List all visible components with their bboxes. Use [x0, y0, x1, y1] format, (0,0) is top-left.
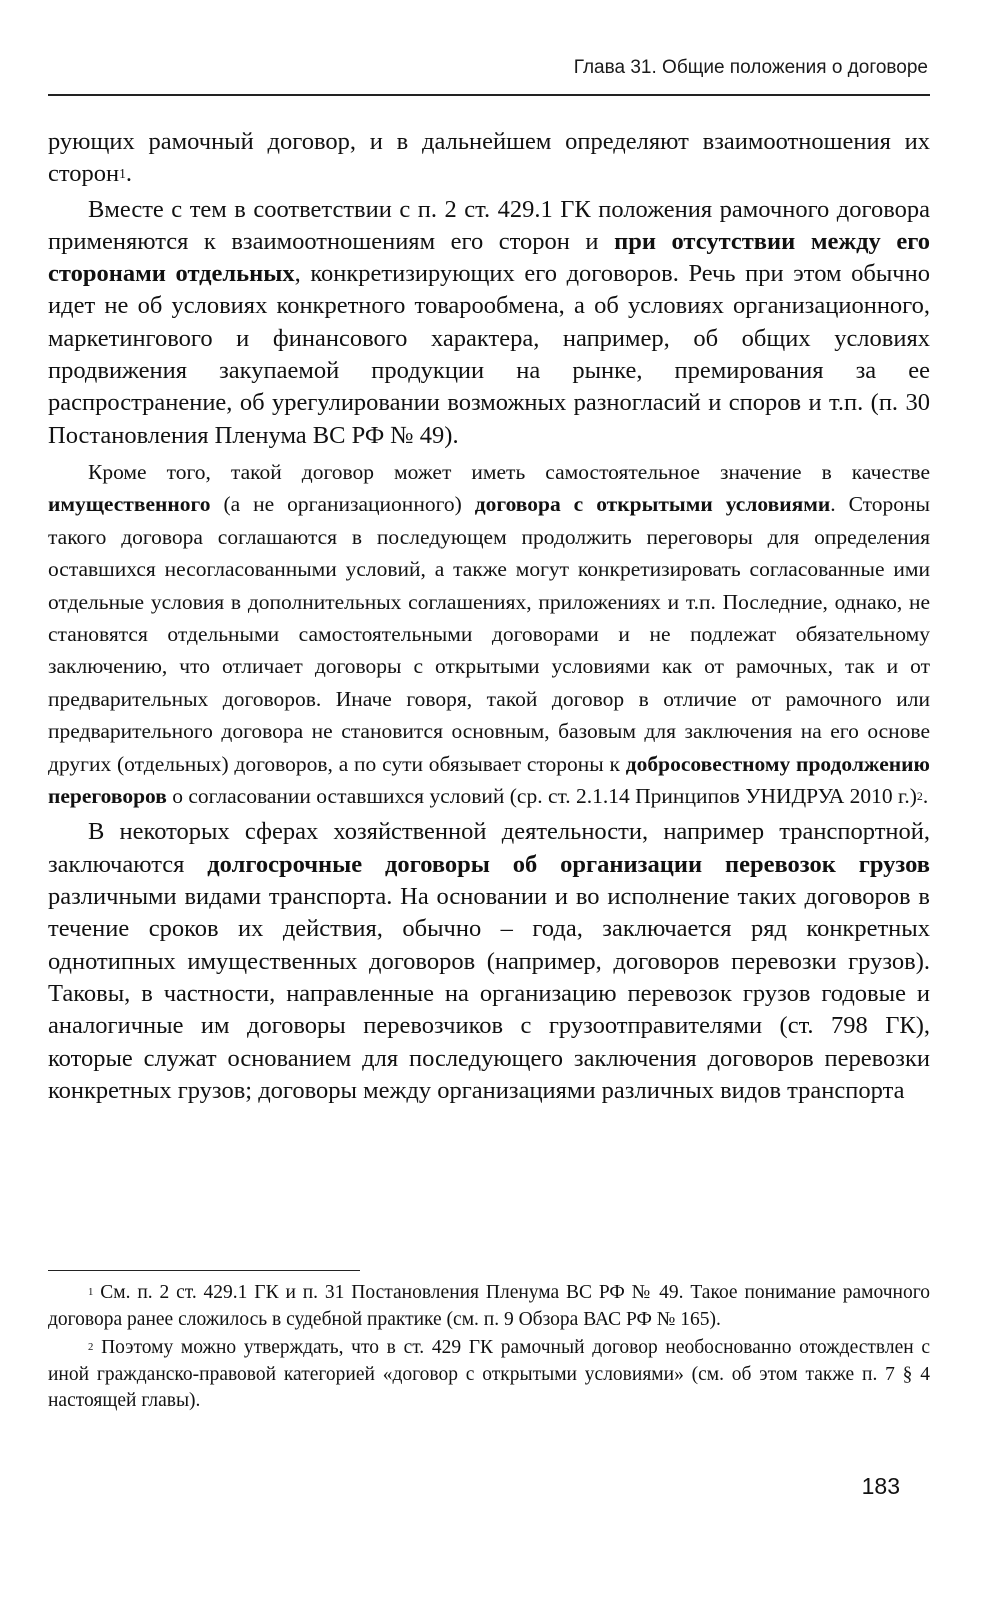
paragraph-text: В некоторых сферах хозяйственной деятельности, например транспортной, заключаются	[48, 818, 930, 878]
paragraph-text: о согласовании оставшихся условий (ср. ст. 2.1.14 Принципов УНИДРУА 2010 г.)	[166, 784, 917, 809]
paragraph-text: Кроме того, такой договор может иметь самостоятельное значение в качестве	[88, 459, 930, 484]
footnote-ref-2[interactable]: 2	[916, 789, 923, 804]
page-number: 183	[861, 1473, 900, 1499]
footnote-marker: 2	[88, 1341, 94, 1354]
paragraph-open-terms	[48, 456, 930, 812]
emphasis-text: при отсутствии между его сторонами отдельных	[48, 227, 930, 288]
paragraph-continuation	[48, 126, 930, 191]
paragraph-text: , конкретизирующих его договоров. Речь при этом обычно идет не об условиях конкретного товарообмена, а об условиях организационного, маркетингового и финансового характера, например, об общих условиях продвижения закупаемой продукции на рынке, премирования за ее распространение, об урегулировании возможных разногласий и споров и т.п. (п. 30 Постановления Пленума ВС РФ № 49).	[48, 260, 930, 449]
paragraph-text: рующих рамочный договор, и в дальнейшем определяют взаимоотношения их сторон	[48, 128, 930, 188]
footnote-text: См. п. 2 ст. 429.1 ГК и п. 31 Постановления Пленума ВС РФ № 49. Такое понимание рамочного договора ранее сложилось в судебной практике (см. п. 9 Обзора ВАС РФ № 165).	[48, 1282, 931, 1330]
main-text	[48, 126, 930, 1107]
footnote-text: Поэтому можно утверждать, что в ст. 429 ГК рамочный договор необоснованно отождествлен с иной гражданско-правовой категорией «договор с открытыми условиями» (см. об этом также п. 7 § 4 настоящей главы).	[48, 1337, 931, 1411]
footnotes	[48, 1280, 930, 1415]
paragraph-end: .	[125, 160, 132, 188]
paragraph-end: .	[922, 784, 929, 809]
footnote-2	[48, 1335, 930, 1415]
emphasis-text: добросовестному продолжению переговоров	[48, 751, 930, 809]
footnote-marker: 1	[88, 1286, 94, 1299]
emphasis-text: имущественного	[48, 492, 211, 517]
paragraph-text: различными видами транспорта. На основании и во исполнение таких договоров в течение сроков их действия, обычно – года, заключается ряд конкретных однотипных имущественных договоров (например, договоров перевозки грузов). Таковы, в частности, направленные на организацию перевозок грузов годовые и аналогичные им договоры перевозчиков с грузоотправителями (ст. 798 ГК), которые служат основанием для последующего заключения договоров перевозки конкретных грузов; договоры между организациями различных видов транспорта	[48, 883, 930, 1104]
footnote-ref-1[interactable]: 1	[119, 165, 126, 181]
running-header: Глава 31. Общие положения о договоре	[573, 57, 928, 78]
paragraph-transport	[48, 816, 930, 1107]
paragraph-text: Вместе с тем в соответствии с п. 2 ст. 429.1 ГК положения рамочного договора применяются к взаимоотношениям его сторон и	[48, 195, 930, 255]
emphasis-text: долгосрочные договоры об организации перевозок грузов	[207, 850, 930, 878]
paragraph-text: (а не организационного)	[210, 492, 475, 517]
paragraph-text: . Стороны такого договора соглашаются в последующем продолжить переговоры для определения оставшихся несогласованными условий, а также могут конкретизировать согласованные ими отдельные условия в дополнительных соглашениях, приложениях и т.п. Последние, однако, не становятся отдельными самостоятельными договорами и не подлежат обязательному заключению, что отличает договоры с открытыми условиями как от рамочных, так и от предварительных договоров. Иначе говоря, такой договор в отличие от рамочного или предварительного договора не становится основным, базовым для заключения на его основе других (отдельных) договоров, а по сути обязывает стороны к	[48, 492, 930, 776]
footnote-rule	[48, 1270, 360, 1271]
footnote-1	[48, 1280, 930, 1333]
paragraph-frame-agreement	[48, 194, 930, 452]
emphasis-text: договора с открытыми условиями	[474, 492, 831, 517]
header-rule	[48, 94, 930, 96]
